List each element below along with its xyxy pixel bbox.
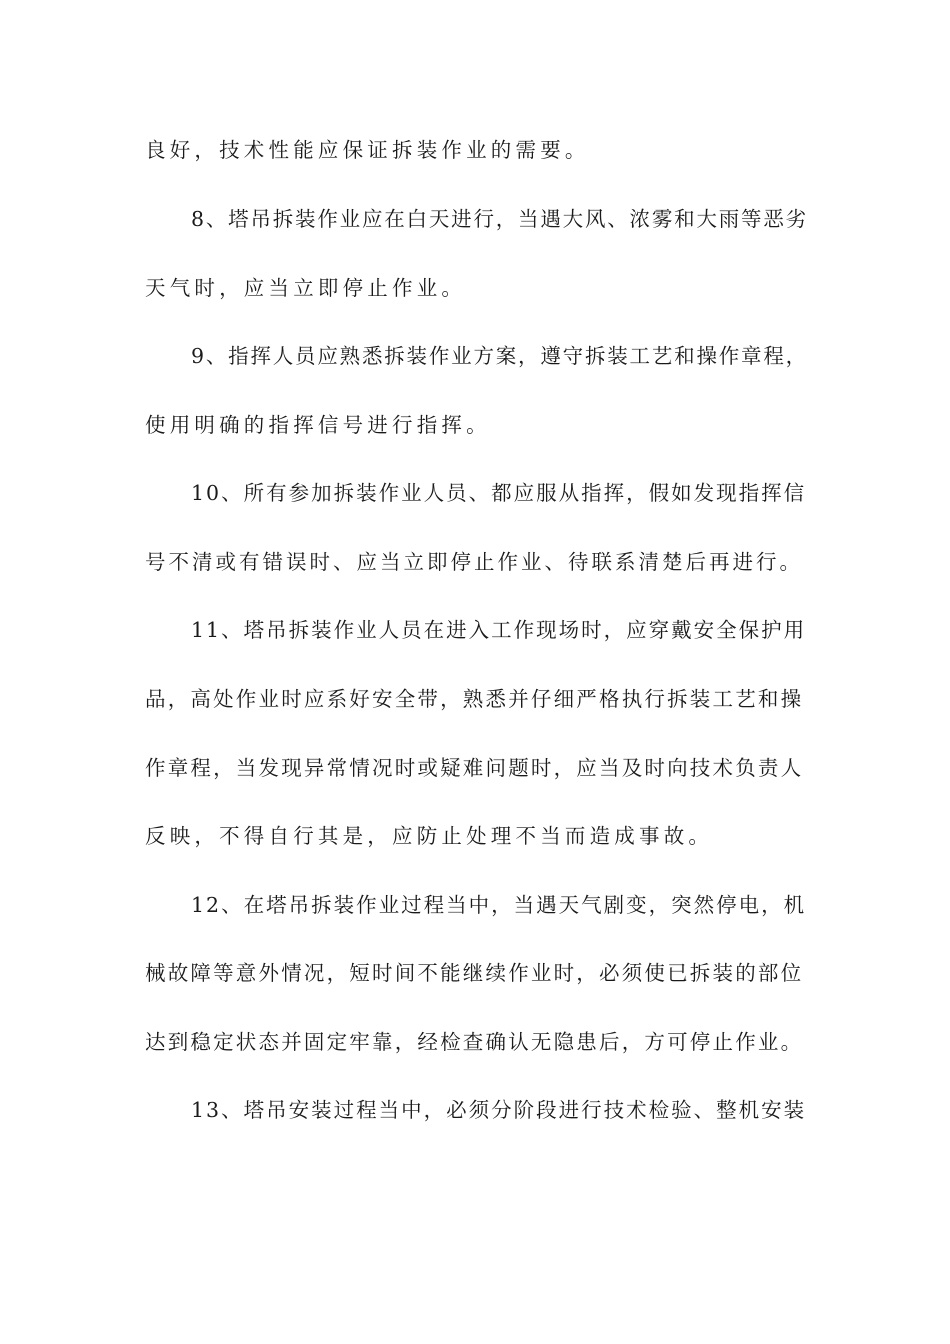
item-11-line-1: 11、塔吊拆装作业人员在进入工作现场时，应穿戴安全保护用 [191, 618, 807, 642]
text-line-1: 良好，技术性能应保证拆装作业的需要。 [145, 138, 590, 162]
item-11-line-3: 作章程，当发现异常情况时或疑难问题时，应当及时向技术负责人 [145, 756, 804, 780]
item-9-line-1: 9、指挥人员应熟悉拆装作业方案，遵守拆装工艺和操作章程， [191, 344, 808, 368]
item-11-line-2: 品，高处作业时应系好安全带，熟悉并仔细严格执行拆装工艺和操 [145, 687, 804, 711]
item-8-line-2: 天气时，应当立即停止作业。 [145, 276, 467, 300]
item-12-line-2: 械故障等意外情况，短时间不能继续作业时，必须使已拆装的部位 [145, 961, 804, 985]
item-12-line-3: 达到稳定状态并固定牢靠，经检查确认无隐患后，方可停止作业。 [145, 1030, 804, 1054]
item-8-line-1: 8、塔吊拆装作业应在白天进行，当遇大风、浓雾和大雨等恶劣 [191, 207, 808, 231]
item-13-line-1: 13、塔吊安装过程当中，必须分阶段进行技术检验、整机安装 [191, 1098, 807, 1122]
item-10-line-1: 10、所有参加拆装作业人员、都应服从指挥，假如发现指挥信 [191, 481, 807, 505]
item-9-line-2: 使用明确的指挥信号进行指挥。 [145, 413, 491, 437]
item-11-line-4: 反映，不得自行其是，应防止处理不当而造成事故。 [145, 824, 714, 848]
item-12-line-1: 12、在塔吊拆装作业过程当中，当遇天气剧变，突然停电，机 [191, 893, 807, 917]
item-10-line-2: 号不清或有错误时、应当立即停止作业、待联系清楚后再进行。 [145, 550, 803, 574]
